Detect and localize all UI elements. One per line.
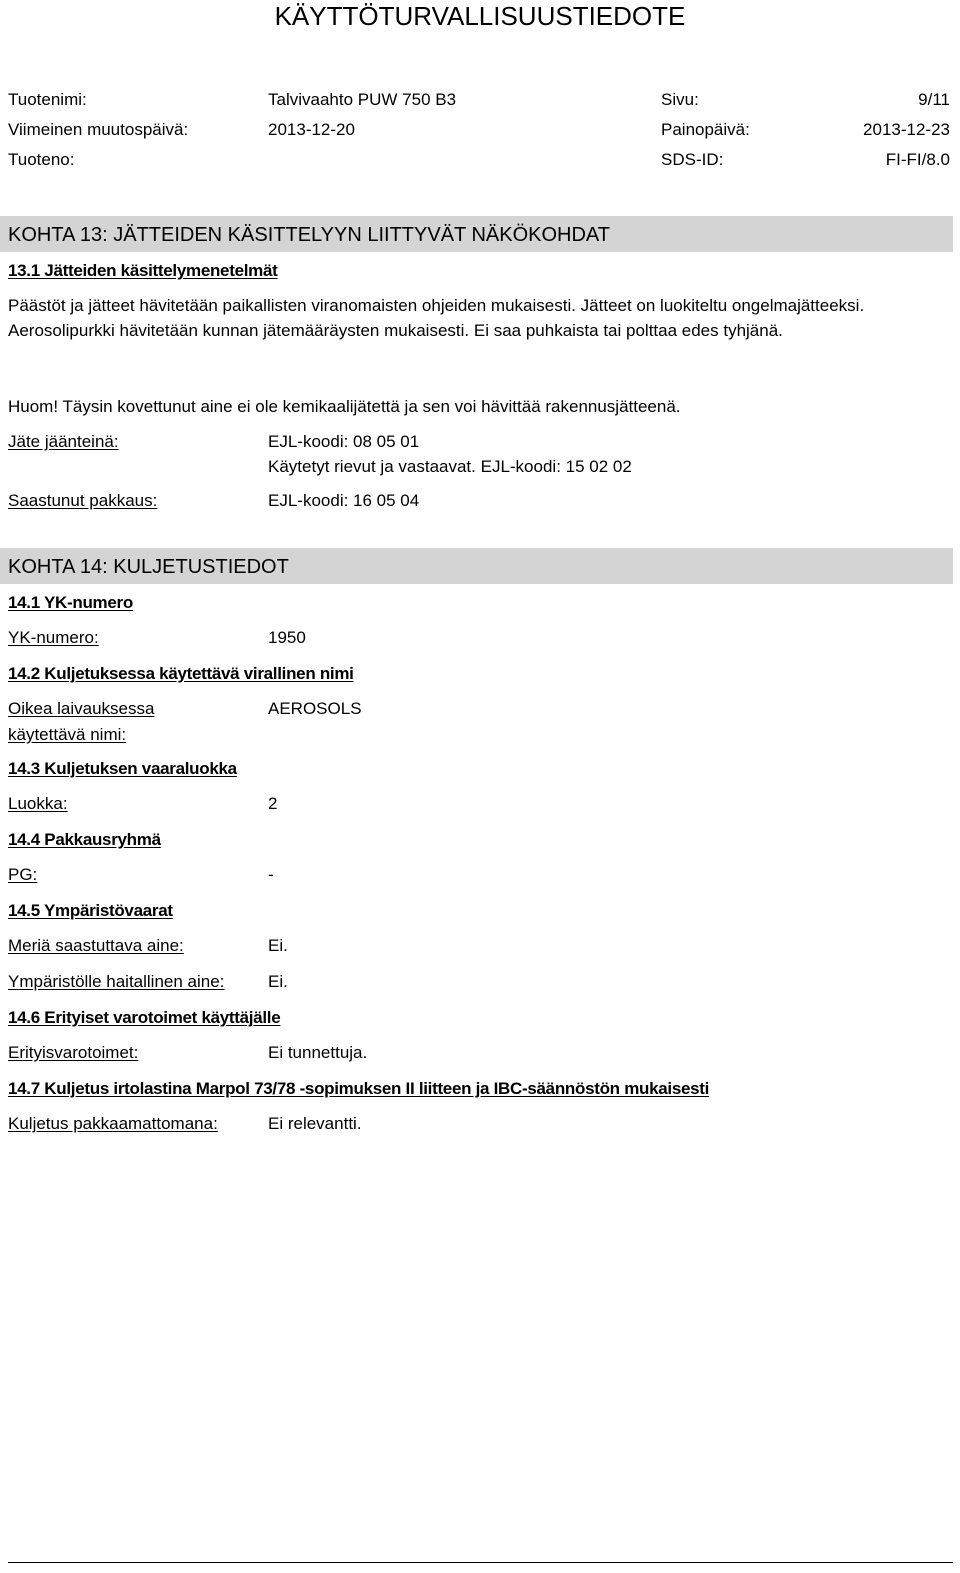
special-precautions-label: Erityisvarotoimet: <box>8 1043 139 1062</box>
subsection-14-5: 14.5 Ympäristövaarat <box>8 901 173 920</box>
subsection-14-3: 14.3 Kuljetuksen vaaraluokka <box>8 759 237 778</box>
sds-id-label: SDS-ID: <box>661 150 724 169</box>
footer-divider <box>8 1562 953 1563</box>
bulk-transport-value: Ei relevantti. <box>268 1114 362 1133</box>
document-title: KÄYTTÖTURVALLISUUSTIEDOTE <box>274 1 686 31</box>
contaminated-packaging-code: EJL-koodi: 16 05 04 <box>268 491 420 510</box>
contaminated-packaging-label: Saastunut pakkaus: <box>8 491 158 510</box>
sds-id: FI-FI/8.0 <box>885 150 950 169</box>
shipping-name-label-line2: käytettävä nimi: <box>8 725 127 744</box>
subsection-13-1: 13.1 Jätteiden käsittelymenetelmät <box>8 261 278 280</box>
print-date-label: Painopäivä: <box>661 120 750 139</box>
revision-label: Viimeinen muutospäivä: <box>8 120 189 139</box>
subsection-14-1: 14.1 YK-numero <box>8 593 133 612</box>
subsection-14-4: 14.4 Pakkausryhmä <box>8 830 161 849</box>
waste-residue-rags: Käytetyt rievut ja vastaavat. EJL-koodi: 15 02 02 <box>268 457 632 476</box>
marine-pollutant-value: Ei. <box>268 936 288 955</box>
environmental-hazard-label: Ympäristölle haitallinen aine: <box>8 972 225 991</box>
packing-group-value: - <box>268 865 274 884</box>
subsection-14-6: 14.6 Erityiset varotoimet käyttäjälle <box>8 1008 281 1027</box>
subsection-14-2: 14.2 Kuljetuksessa käytettävä virallinen nimi <box>8 664 354 683</box>
disposal-paragraph: Päästöt ja jätteet hävitetään paikallisten viranomaisten ohjeiden mukaisesti. Jätteet on luokiteltu ongelmajätteeksi. Aerosolipurkki hävitetään kunnan jätemääräysten mukaisesti. Ei saa puhkaista tai polttaa edes tyhjänä. <box>8 296 865 340</box>
page-number: 9/11 <box>918 90 950 109</box>
section-13-header <box>0 216 953 252</box>
section-13-title: KOHTA 13: JÄTTEIDEN KÄSITTELYYN LIITTYVÄT NÄKÖKOHDAT <box>8 224 610 246</box>
section-14-header <box>0 548 953 584</box>
packing-group-label: PG: <box>8 865 38 884</box>
product-name: Talvivaahto PUW 750 B3 <box>268 90 457 109</box>
section-14-title: KOHTA 14: KULJETUSTIEDOT <box>8 556 289 578</box>
special-precautions-value: Ei tunnettuja. <box>268 1043 368 1062</box>
un-number-value: 1950 <box>268 628 306 647</box>
product-name-label: Tuotenimi: <box>8 90 87 109</box>
waste-residue-label: Jäte jäänteinä: <box>8 432 119 451</box>
marine-pollutant-label: Meriä saastuttava aine: <box>8 936 184 955</box>
shipping-name-value: AEROSOLS <box>268 699 362 718</box>
note-text: Huom! Täysin kovettunut aine ei ole kemikaalijätettä ja sen voi hävittää rakennusjätteenä. <box>8 397 681 416</box>
subsection-14-7: 14.7 Kuljetus irtolastina Marpol 73/78 -sopimuksen II liitteen ja IBC-säännöstön mukaisesti <box>8 1079 710 1098</box>
revision-date: 2013-12-20 <box>268 120 355 139</box>
class-label: Luokka: <box>8 794 68 813</box>
class-value: 2 <box>268 794 278 813</box>
shipping-name-label-line1: Oikea laivauksessa <box>8 699 155 718</box>
page-label: Sivu: <box>661 90 699 109</box>
bulk-transport-label: Kuljetus pakkaamattomana: <box>8 1114 218 1133</box>
un-number-label: YK-numero: <box>8 628 99 647</box>
waste-residue-code: EJL-koodi: 08 05 01 <box>268 432 420 451</box>
environmental-hazard-value: Ei. <box>268 972 288 991</box>
product-number-label: Tuoteno: <box>8 150 75 169</box>
print-date: 2013-12-23 <box>863 120 950 139</box>
